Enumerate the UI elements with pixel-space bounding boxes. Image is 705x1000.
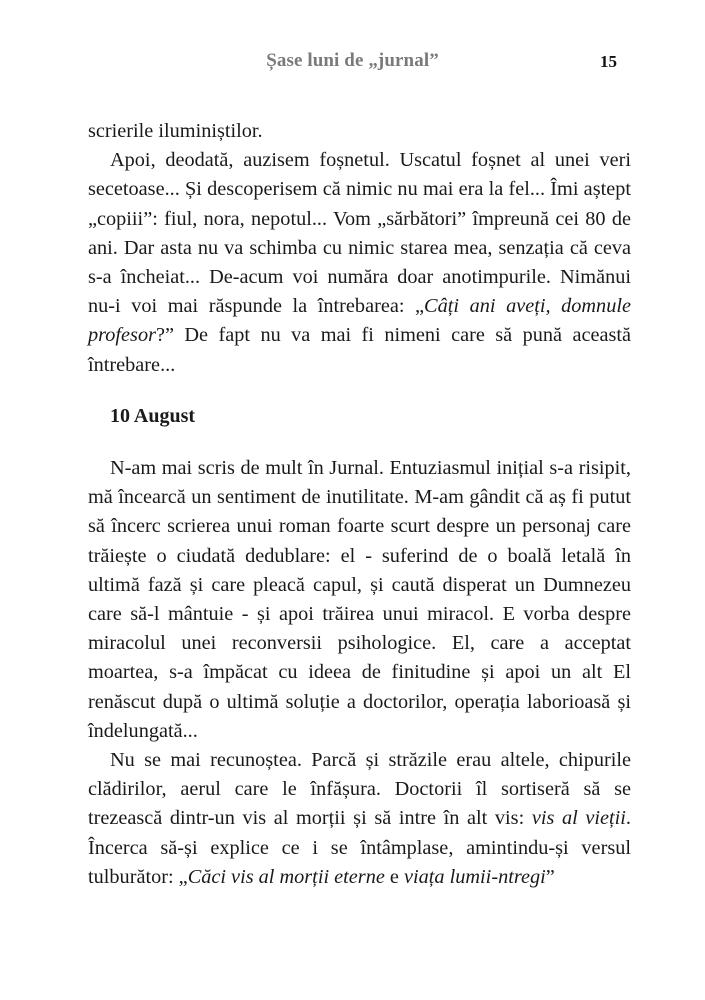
section-continuation: [88, 117, 631, 380]
paragraph-text: e: [384, 865, 404, 888]
italic-verse: viața lumii-ntregi: [404, 865, 546, 888]
paragraph: [88, 746, 631, 892]
italic-verse: Căci vis al morții eterne: [187, 865, 385, 888]
italic-question: Câți ani aveți, domnule profesor: [88, 295, 631, 347]
entry-body: [88, 454, 631, 892]
running-title: Șase luni de „jurnal”: [266, 50, 439, 71]
paragraph-text: . Încerca să-și explice ce i se întâmplase, amintindu-și versul tulburător: „: [88, 807, 631, 888]
paragraph-text: ?” De fapt nu va mai fi nimeni care să pună această întrebare...: [88, 324, 631, 376]
italic-phrase: vis al vieții: [531, 807, 626, 830]
page-number: 15: [600, 52, 617, 71]
paragraph-text: Apoi, deodată, auzisem foșnetul. Uscatul foșnet al unei veri secetoase... Și descoperisem că nimic nu mai era la fel... Îmi aștept „copiii”: fiul, nora, nepotul... Vom „sărbători” împreună cei 80 de ani. Dar asta nu va schimba cu nimic starea mea, senzația că ceva s-a încheiat... De-acum voi număra doar anotimpurile. Nimănui nu-i voi mai răspunde la întrebarea: „: [88, 149, 631, 318]
running-header: [0, 50, 705, 74]
paragraph-text: ”: [545, 865, 555, 888]
paragraph-text: Nu se mai recunoștea. Parcă și străzile erau altele, chipurile clădirilor, aerul care le înfășura. Doctorii îl sortiseră să se trezească dintr-un vis al morții și să intre în alt vis:: [88, 749, 631, 830]
paragraph: [88, 146, 631, 380]
paragraph: N-am mai scris de mult în Jurnal. Entuziasmul inițial s-a risipit, mă încearcă un sentiment de inutilitate. M-am gândit că aș fi putut să încerc scrierea unui roman foarte scurt despre un personaj care trăiește o ciudată dedublare: el - suferind de o boală letală în ultimă fază și care pleacă capul, și caută disperat un Dumnezeu care să-l mântuie - și apoi trăirea unui miracol. E vorba despre miracolul unei reconversii psihologice. El, care a acceptat moartea, s-a împăcat cu ideea de finitudine și apoi un alt El renăscut după o ultimă soluție a doctorilor, operația laborioasă și îndelungată...: [88, 457, 631, 742]
entry-date-heading: 10 August: [110, 405, 196, 427]
continuation-line: scrierile iluminiștilor.: [88, 120, 263, 142]
